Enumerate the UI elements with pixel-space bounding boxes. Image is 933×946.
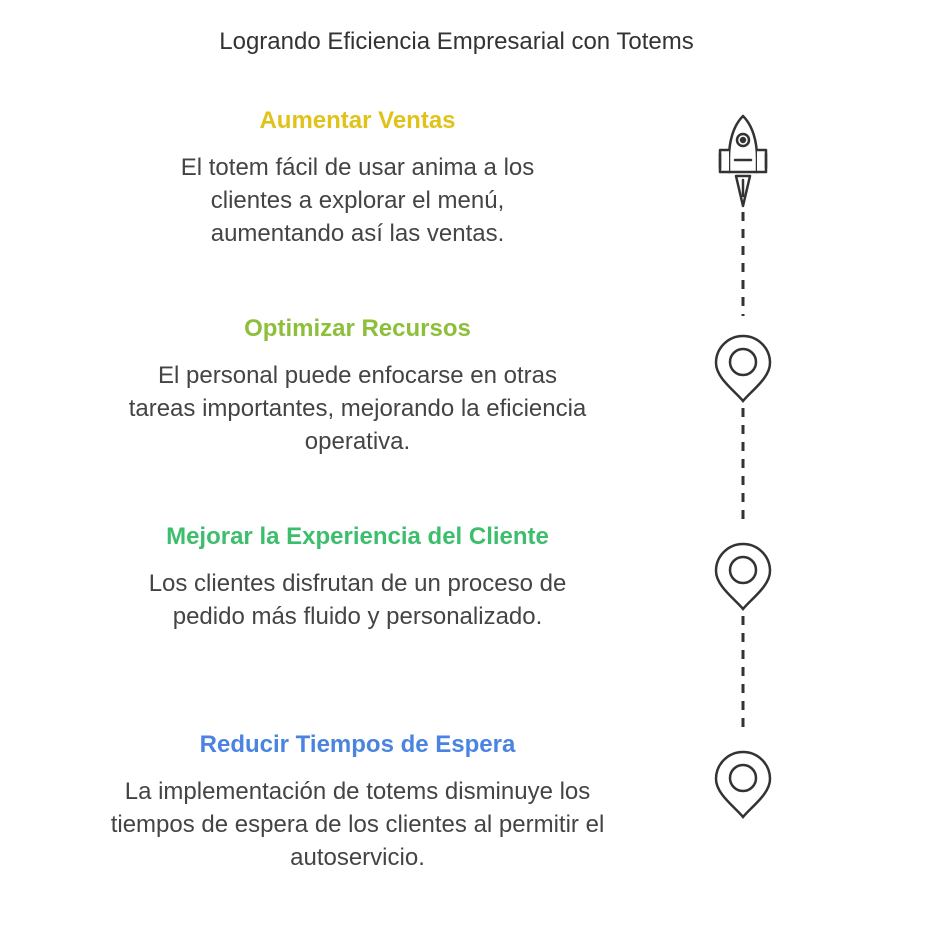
step-description: La implementación de totems disminuye los tiempos de espera de los clientes al permitir el autoservicio. xyxy=(110,778,605,871)
step-description: Los clientes disfrutan de un proceso de pedido más fluido y personalizado. xyxy=(148,570,567,630)
step-description: El totem fácil de usar anima a los clientes a explorar el menú, aumentando así las ventas. xyxy=(180,154,535,247)
map-pin-icon xyxy=(716,336,770,401)
step-title: Reducir Tiempos de Espera xyxy=(199,731,516,758)
step-optimizar-recursos xyxy=(105,314,610,458)
step-title: Optimizar Recursos xyxy=(244,315,471,342)
step-title: Mejorar la Experiencia del Cliente xyxy=(166,523,549,550)
step-reducir-tiempos xyxy=(105,730,610,874)
step-title: Aumentar Ventas xyxy=(259,107,456,134)
step-aumentar-ventas xyxy=(105,106,610,250)
step-mejorar-experiencia xyxy=(105,522,610,633)
map-pin-icon xyxy=(716,752,770,817)
rocket-icon xyxy=(720,116,766,206)
page-title: Logrando Eficiencia Empresarial con Totems xyxy=(219,28,694,55)
step-description: El personal puede enfocarse en otras tareas importantes, mejorando la eficiencia operativa. xyxy=(128,362,587,455)
map-pin-icon xyxy=(716,544,770,609)
